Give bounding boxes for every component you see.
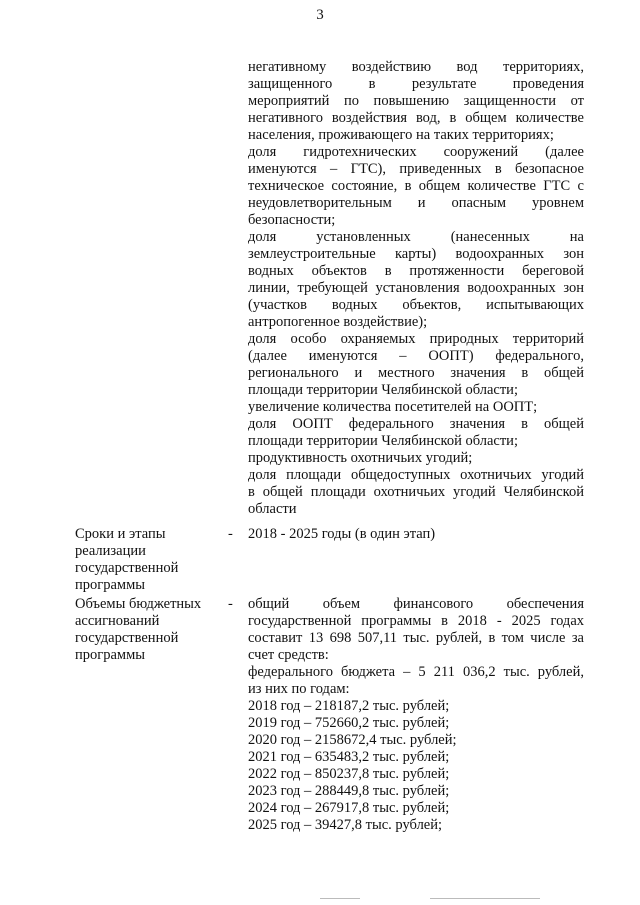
page-number: 3 bbox=[316, 7, 324, 23]
label-line: государственной bbox=[75, 630, 179, 646]
text-line: 2018 год – 218187,2 тыс. рублей; bbox=[248, 698, 450, 714]
text-line: именуются – ГТС), приведенных в безопасное bbox=[248, 161, 584, 177]
budget-dash: - bbox=[228, 596, 233, 612]
label-line: Объемы бюджетных bbox=[75, 596, 202, 612]
text-line: 2024 год – 267917,8 тыс. рублей; bbox=[248, 800, 450, 816]
stages-value: 2018 - 2025 годы (в один этап) bbox=[248, 526, 436, 542]
text-line: 2021 год – 635483,2 тыс. рублей; bbox=[248, 749, 450, 765]
text-line: доля особо охраняемых природных территорий bbox=[248, 331, 584, 347]
text-line: 2022 год – 850237,8 тыс. рублей; bbox=[248, 766, 450, 782]
text-line: землеустроительные карты) водоохранных зон bbox=[248, 246, 584, 262]
text-line: области bbox=[248, 501, 297, 517]
text-line: мероприятий по повышению защищенности от bbox=[248, 93, 584, 109]
text-line: водных объектов в протяженности береговой bbox=[248, 263, 584, 279]
text-line: увеличение количества посетителей на ООПТ; bbox=[248, 399, 538, 415]
text-line: негативного воздействия вод, в общем количестве bbox=[248, 110, 584, 126]
label-line: программы bbox=[75, 647, 145, 663]
text-line: общий объем финансового обеспечения bbox=[248, 596, 584, 612]
text-line: составит 13 698 507,11 тыс. рублей, в том числе за bbox=[248, 630, 584, 646]
text-line: доля ООПТ федерального значения в общей bbox=[248, 416, 584, 432]
text-line: 2019 год – 752660,2 тыс. рублей; bbox=[248, 715, 450, 731]
text-line: федерального бюджета – 5 211 036,2 тыс. рублей, bbox=[248, 664, 584, 680]
text-line: в общей площади охотничьих угодий Челябинской bbox=[248, 484, 584, 500]
text-line: населения, проживающего на таких территориях; bbox=[248, 127, 554, 143]
text-line: доля гидротехнических сооружений (далее bbox=[248, 144, 584, 160]
label-line: государственной bbox=[75, 560, 179, 576]
text-line: продуктивность охотничьих угодий; bbox=[248, 450, 473, 466]
text-line: счет средств: bbox=[248, 647, 329, 663]
text-line: защищенного в результате проведения bbox=[248, 76, 584, 92]
label-line: Сроки и этапы bbox=[75, 526, 166, 542]
text-line: площади территории Челябинской области; bbox=[248, 433, 518, 449]
label-line: программы bbox=[75, 577, 145, 593]
text-line: государственной программы в 2018 - 2025 годах bbox=[248, 613, 584, 629]
text-line: негативному воздействию вод территориях, bbox=[248, 59, 584, 75]
scan-artifact bbox=[430, 898, 540, 899]
text-line: антропогенное воздействие); bbox=[248, 314, 428, 330]
text-line: линии, требующей установления водоохранных зон bbox=[248, 280, 584, 296]
text-line: доля установленных (нанесенных на bbox=[248, 229, 584, 245]
text-line: из них по годам: bbox=[248, 681, 350, 697]
scan-artifact bbox=[320, 898, 360, 899]
text-line: 2023 год – 288449,8 тыс. рублей; bbox=[248, 783, 450, 799]
label-line: ассигнований bbox=[75, 613, 160, 629]
text-line: безопасности; bbox=[248, 212, 336, 228]
text-line: регионального и местного значения в общей bbox=[248, 365, 584, 381]
stages-dash: - bbox=[228, 526, 233, 542]
label-line: реализации bbox=[75, 543, 146, 559]
text-line: площади территории Челябинской области; bbox=[248, 382, 518, 398]
text-line: (далее именуются – ООПТ) федерального, bbox=[248, 348, 584, 364]
text-line: 2025 год – 39427,8 тыс. рублей; bbox=[248, 817, 443, 833]
text-line: (участков водных объектов, испытывающих bbox=[248, 297, 584, 313]
text-line: неудовлетворительным и опасным уровнем bbox=[248, 195, 584, 211]
text-line: доля площади общедоступных охотничьих угодий bbox=[248, 467, 584, 483]
text-line: 2020 год – 2158672,4 тыс. рублей; bbox=[248, 732, 457, 748]
text-line: техническое состояние, в общем количестве ГТС с bbox=[248, 178, 584, 194]
